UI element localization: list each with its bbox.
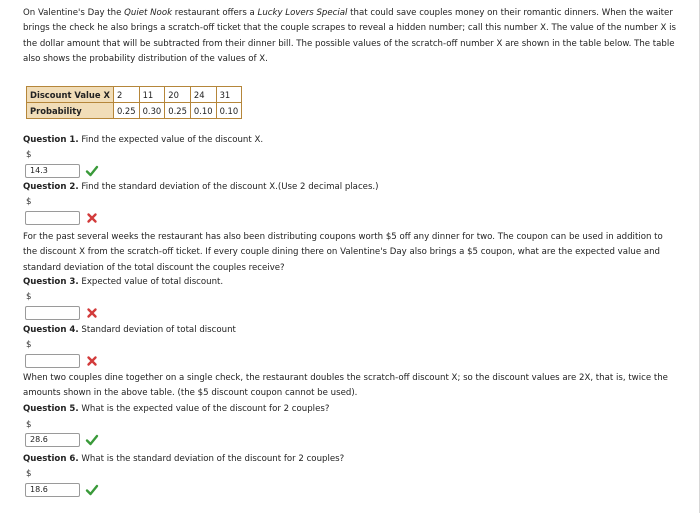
question-text: What is the standard deviation of the discount for 2 couples? bbox=[78, 454, 345, 464]
probability-table bbox=[26, 86, 242, 119]
table-cell: 24 bbox=[190, 87, 216, 103]
question-text: Find the standard deviation of the discount X.(Use 2 decimal places.) bbox=[78, 182, 379, 192]
intro-paragraph bbox=[23, 6, 679, 67]
answer-input-6[interactable]: 18.6 bbox=[25, 483, 80, 497]
question-3 bbox=[23, 275, 223, 289]
answer-input-4[interactable] bbox=[25, 354, 80, 368]
probability-label: Probability bbox=[27, 103, 114, 119]
currency-symbol: $ bbox=[26, 150, 32, 160]
intro-text-2: restaurant offers a bbox=[172, 8, 258, 18]
coupon-paragraph: For the past several weeks the restaurant has also been distributing coupons worth $5 off any dinner for two. The coupon can be used in addition to the discount X from the scratch-off ticket. If every couple dining there on Valentine's Day also brings a $5 coupon, what are the expected value and standard deviation of the total discount the couples receive? bbox=[23, 232, 663, 273]
table-cell: 2 bbox=[113, 87, 139, 103]
question-number: Question 5. bbox=[23, 404, 79, 414]
question-2 bbox=[23, 180, 379, 194]
x-icon bbox=[85, 306, 99, 320]
x-icon bbox=[85, 211, 99, 225]
two-couples-paragraph: When two couples dine together on a single check, the restaurant doubles the scratch-off discount X; so the discount values are 2X, that is, twice the amounts shown in the above table. (the $5 discount coupon cannot be used). bbox=[23, 373, 668, 399]
question-text: Standard deviation of total discount bbox=[78, 325, 236, 335]
table-row bbox=[27, 87, 242, 103]
question-number: Question 4. bbox=[23, 325, 79, 335]
question-number: Question 1. bbox=[23, 135, 79, 145]
checkmark-icon bbox=[85, 483, 99, 497]
answer-input-3[interactable] bbox=[25, 306, 80, 320]
question-text: What is the expected value of the discount for 2 couples? bbox=[78, 404, 330, 414]
checkmark-icon bbox=[85, 433, 99, 447]
table-cell: 0.10 bbox=[190, 103, 216, 119]
question-6 bbox=[23, 452, 344, 466]
question-number: Question 3. bbox=[23, 277, 79, 287]
currency-symbol: $ bbox=[26, 420, 32, 430]
table-cell: 11 bbox=[139, 87, 165, 103]
table-cell: 0.10 bbox=[216, 103, 242, 119]
question-4 bbox=[23, 323, 236, 337]
question-number: Question 2. bbox=[23, 182, 79, 192]
table-row bbox=[27, 103, 242, 119]
currency-symbol: $ bbox=[26, 340, 32, 350]
intro-text-1: On Valentine's Day the bbox=[23, 8, 125, 18]
table-cell: 0.25 bbox=[165, 103, 191, 119]
checkmark-icon bbox=[85, 164, 99, 178]
answer-input-1[interactable]: 14.3 bbox=[25, 164, 80, 178]
question-5 bbox=[23, 402, 329, 416]
table-cell: 20 bbox=[165, 87, 191, 103]
restaurant-name: Quiet Nook bbox=[124, 8, 173, 18]
question-1 bbox=[23, 133, 263, 147]
question-number: Question 6. bbox=[23, 454, 79, 464]
promo-name: Lucky Lovers Special bbox=[257, 8, 348, 18]
question-text: Find the expected value of the discount X. bbox=[78, 135, 264, 145]
currency-symbol: $ bbox=[26, 469, 32, 479]
table-cell: 0.30 bbox=[139, 103, 165, 119]
table-cell: 0.25 bbox=[113, 103, 139, 119]
currency-symbol: $ bbox=[26, 197, 32, 207]
intro-text-3: that could save couples money on their romantic dinners. When the waiter brings the check he also brings a scratch-off ticket that the couple scrapes to reveal a hidden number; call this number X. The value of the number X is the dollar amount that will be subtracted from their dinner bill. The possible values of the scratch-off number X are shown in the table below. The table also shows the probability distribution of the values of X. bbox=[23, 8, 676, 64]
x-icon bbox=[85, 354, 99, 368]
answer-input-2[interactable] bbox=[25, 211, 80, 225]
table-cell: 31 bbox=[216, 87, 242, 103]
discount-value-label: Discount Value X bbox=[27, 87, 114, 103]
question-text: Expected value of total discount. bbox=[78, 277, 224, 287]
currency-symbol: $ bbox=[26, 292, 32, 302]
answer-input-5[interactable]: 28.6 bbox=[25, 433, 80, 447]
